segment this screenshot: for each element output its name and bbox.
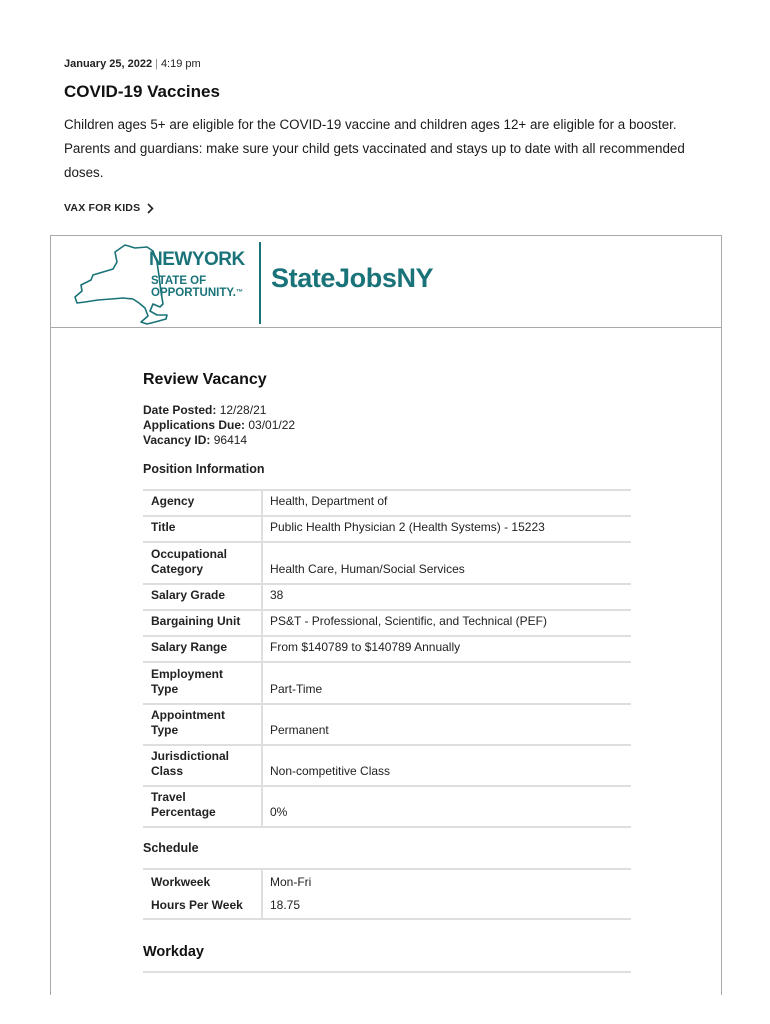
table-row: [143, 869, 631, 895]
row-value: Health, Department of: [262, 490, 631, 516]
schedule-table: [143, 868, 631, 920]
table-row: [143, 516, 631, 542]
row-value: PS&T - Professional, Scientific, and Technical (PEF): [262, 610, 631, 636]
row-label: Bargaining Unit: [143, 610, 262, 636]
table-row: [143, 610, 631, 636]
row-value: Health Care, Human/Social Services: [262, 542, 631, 584]
page-title: Review Vacancy: [143, 371, 267, 388]
logo-new-york: NEWYORK: [149, 249, 245, 270]
table-row: [143, 704, 631, 745]
row-value: Non-competitive Class: [262, 745, 631, 786]
date-posted: [143, 403, 266, 418]
vaccine-heading: COVID-19 Vaccines: [64, 82, 220, 101]
vacancy-id-value: 96414: [213, 433, 248, 447]
table-row: [143, 786, 631, 827]
row-value: Permanent: [262, 704, 631, 745]
row-label: Occupational Category: [143, 542, 262, 584]
table-row: [143, 745, 631, 786]
row-label: Title: [143, 516, 262, 542]
vacancy-id: [143, 433, 247, 448]
vax-for-kids-link[interactable]: [64, 202, 154, 214]
table-row: [143, 895, 631, 919]
applications-due-value: 03/01/22: [248, 418, 296, 432]
position-information-heading: Position Information: [143, 462, 265, 476]
row-label: Jurisdictional Class: [143, 745, 262, 786]
row-value: Part-Time: [262, 662, 631, 704]
row-label: Travel Percentage: [143, 786, 262, 827]
logo-state-of: STATE OF: [151, 275, 207, 287]
post-datetime: [64, 58, 201, 70]
row-value: 0%: [262, 786, 631, 827]
schedule-heading: Schedule: [143, 841, 199, 855]
vacancy-id-label: Vacancy ID:: [143, 433, 211, 447]
date-posted-value: 12/28/21: [219, 403, 267, 417]
post-date: January 25, 2022: [64, 58, 153, 70]
applications-due: [143, 418, 295, 433]
table-row: [143, 636, 631, 662]
row-value: Public Health Physician 2 (Health Systems) - 15223: [262, 516, 631, 542]
logo-trademark: ™: [235, 289, 243, 296]
workday-heading: Workday: [143, 944, 204, 960]
applications-due-label: Applications Due:: [143, 418, 246, 432]
table-row: [143, 662, 631, 704]
vacancy-document: [50, 235, 722, 995]
logo-opportunity-text: OPPORTUNITY.: [151, 287, 236, 299]
chevron-right-icon: [146, 203, 154, 214]
row-label: Employment Type: [143, 662, 262, 704]
statejobs-header: [51, 236, 721, 328]
row-value: 38: [262, 584, 631, 610]
logo-opportunity: [151, 287, 243, 299]
workday-divider: [143, 971, 631, 973]
row-label: Salary Grade: [143, 584, 262, 610]
table-row: [143, 542, 631, 584]
post-time: 4:19 pm: [160, 58, 201, 70]
table-row: [143, 584, 631, 610]
date-posted-label: Date Posted:: [143, 403, 217, 417]
row-value: 18.75: [270, 898, 301, 912]
header-divider: [259, 242, 261, 324]
row-label: Agency: [143, 490, 262, 516]
row-label: Appointment Type: [143, 704, 262, 745]
table-row: [143, 490, 631, 516]
row-label: Hours Per Week: [143, 895, 262, 919]
datetime-separator: |: [155, 58, 158, 70]
row-value: Mon-Fri: [270, 875, 312, 889]
position-information-table: [143, 489, 631, 828]
row-label: Workweek: [143, 869, 262, 895]
site-name: StateJobsNY: [271, 263, 434, 293]
row-value: From $140789 to $140789 Annually: [262, 636, 631, 662]
row-label: Salary Range: [143, 636, 262, 662]
vax-for-kids-label: VAX FOR KIDS: [64, 202, 141, 214]
vaccine-body: Children ages 5+ are eligible for the COVID-19 vaccine and children ages 12+ are eligible for a booster. Parents and guardians: make sure your child gets vaccinated and stays up to date with all recommended doses.: [64, 117, 685, 180]
